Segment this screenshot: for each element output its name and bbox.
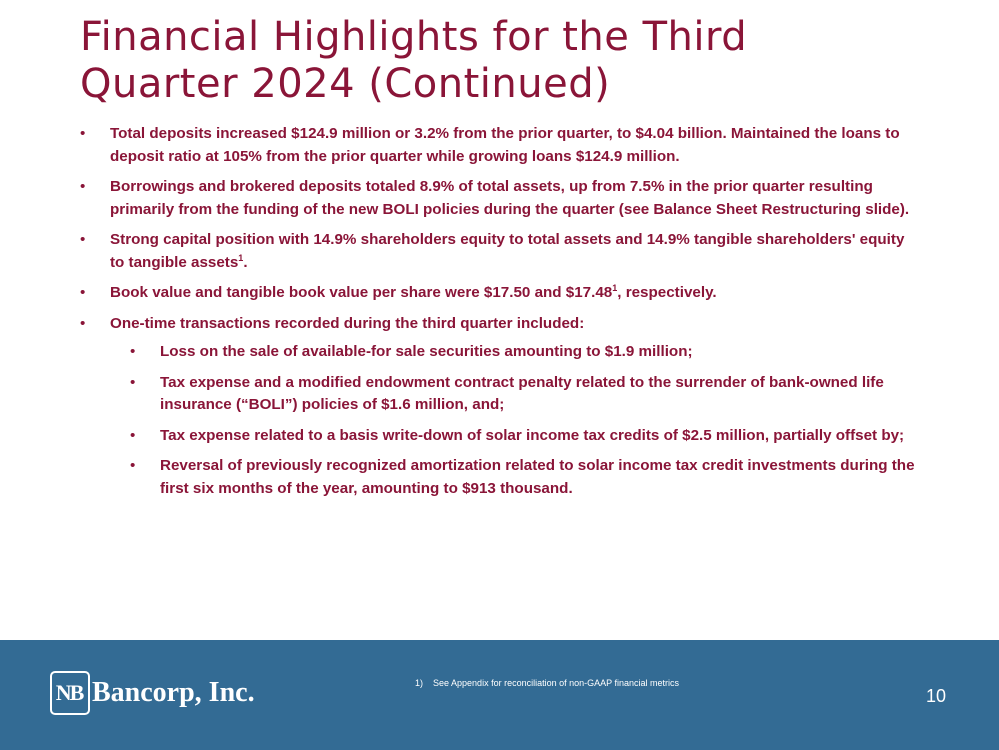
- logo-mark: NB: [50, 671, 90, 715]
- footnote-text: See Appendix for reconciliation of non-GAAP financial metrics: [433, 678, 679, 688]
- sub-bullet-securities-loss: • Loss on the sale of available-for sale securities amounting to $1.9 million;: [130, 341, 920, 364]
- slide-title-line-2: Quarter 2024 (Continued): [80, 61, 611, 107]
- page-number: 10: [926, 686, 947, 706]
- highlights-list: [80, 123, 920, 508]
- footnote-number: 1): [415, 678, 424, 688]
- footer-bar: [0, 640, 999, 750]
- footnote: [415, 678, 679, 688]
- one-time-sublist: [130, 341, 920, 500]
- sub-bullet-amortization-reversal: • Reversal of previously recognized amortization related to solar income tax credit investments during the first six months of the year, amounting to $913 thousand.: [130, 455, 920, 500]
- slide-title-line-1: Financial Highlights for the Third: [80, 14, 748, 60]
- sub-bullet-solar-writedown: • Tax expense related to a basis write-down of solar income tax credits of $2.5 million, partially offset by;: [130, 425, 920, 448]
- footnote-ref: 1: [238, 252, 244, 263]
- footnote-ref: 1: [612, 283, 618, 293]
- bullet-book-value: [80, 282, 920, 305]
- bullet-borrowings: • Borrowings and brokered deposits totaled 8.9% of total assets, up from 7.5% in the prior quarter resulting primarily from the funding of the new BOLI policies during the quarter (see Balance Sheet Restructuring slide).: [80, 176, 920, 221]
- sub-bullet-boli-penalty: • Tax expense and a modified endowment contract penalty related to the surrender of bank-owned life insurance (“BOLI”) policies of $1.6 million, and;: [130, 372, 920, 417]
- bullet-one-time-text: One-time transactions recorded during the third quarter included:: [110, 314, 585, 332]
- bullet-deposits: • Total deposits increased $124.9 million or 3.2% from the prior quarter, to $4.04 billion. Maintained the loans to deposit ratio at 105% from the prior quarter while growing loans $124.9 million.: [80, 123, 920, 168]
- bullet-capital-text: Strong capital position with 14.9% shareholders equity to total assets and 14.9% tangible shareholders' equity to tangible assets: [110, 231, 905, 271]
- bullet-capital: [80, 229, 920, 274]
- bullet-capital-end: .: [243, 253, 248, 271]
- bullet-book-value-text: Book value and tangible book value per share were $17.50 and $17.48: [110, 284, 613, 301]
- bullet-book-value-end: , respectively.: [617, 284, 717, 301]
- bullet-one-time: [80, 313, 920, 501]
- logo-wordmark: Bancorp, Inc.: [92, 677, 255, 708]
- slide-title: [80, 14, 960, 108]
- company-logo: [50, 669, 255, 717]
